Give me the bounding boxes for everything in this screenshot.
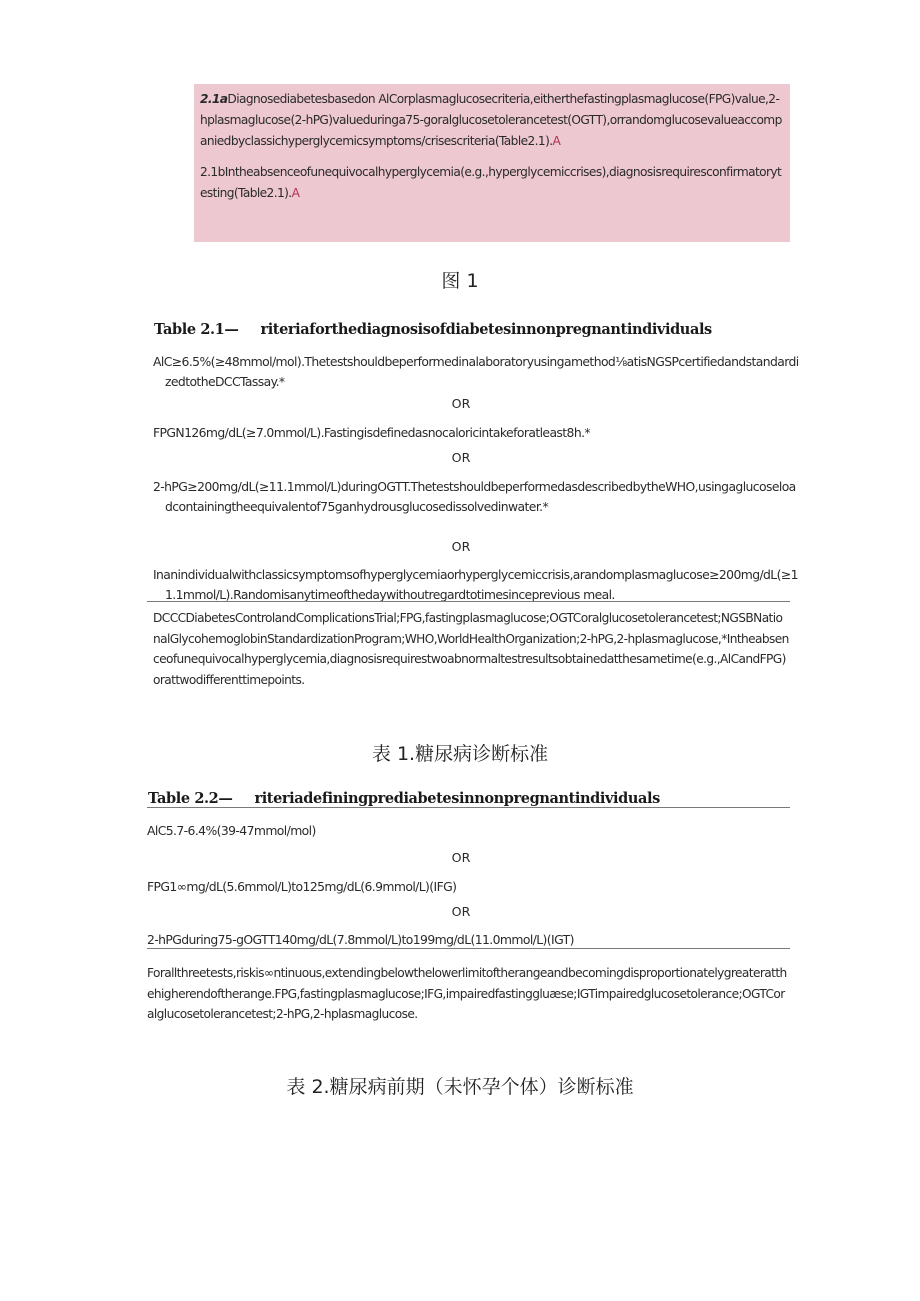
table1-criterion-random: Inanindividualwithclassicsymptomsofhyperglycemiaorhyperglycemiccrisis,arandomplasmaglucose≥200mg/dL(≥11.1mmol∕L).Randomisanytimeofthedaywithoutregardtotimesinceprevious meal.	[153, 567, 798, 602]
table-rule	[147, 807, 790, 808]
table1-criterion-a1c: AlC≥6.5%(≥48mmol/mol).Thetestshouldbeperformedinalaboratoryusingamethod⅛atisNGSPcertifiedandstandardizedtotheDCCTassay.*	[153, 354, 799, 389]
recommendations-box	[194, 84, 790, 242]
or-separator: OR	[451, 904, 471, 919]
or-separator: OR	[451, 539, 471, 554]
table-title-text: riteriaforthediagnosisofdiabetesinnonpregnantindividuals	[260, 321, 712, 338]
evidence-grade: A	[552, 134, 561, 148]
recommendation-text: 2.1bIntheabsenceofunequivocalhyperglycemia(e.g.,hyperglycemiccrises),diagnosisrequiresconfirmatorytesting(Table2.1).	[200, 165, 782, 200]
or-separator: OR	[451, 450, 471, 465]
table2-footnote: Forallthreetests,riskis∞ntinuous,extendingbelowthelowerlimitoftherangeandbecomingdisproportionatelygreateratthehigherendoftherange.FPG,fastingplasmaglucose;IFG,impairedfastinggluæse;IGTimpairedglucosetolerance;OGTCoralglucosetolerancetest;2-hPG,2-hplasmaglucose.	[147, 966, 787, 1021]
table-label: Table 2.2—	[148, 790, 233, 807]
table1-footnote: DCCCDiabetesControlandComplicationsTrial;FPG,fastingplasmaglucose;OGTCoralglucosetolerancetest;NGSBNationalGlycohemoglobinStandardizationProgram;WHO,WorldHealthOrganization;2-hPG,2-hplasmaglucose,*Intheabsenceofunequivocalhyperglycemia,diagnosisrequirestwoabnormaltestresultsobtainedatthesametime(e.g.,AlCandFPG)orattwodifferenttimepoints.	[153, 611, 789, 687]
or-separator: OR	[451, 396, 471, 411]
or-separator: OR	[451, 850, 471, 865]
table2-caption: 表 2.糖尿病前期（未怀孕个体）诊断标准	[286, 1076, 634, 1098]
recommendation-label: 2.1a	[200, 92, 228, 106]
table1-criterion-fpg: FPGN126mg/dL(≥7.0mmol∕L).Fastingisdefinedasnocaloricintakeforatleast8h.*	[153, 425, 591, 440]
recommendation-2-1b	[200, 162, 786, 204]
table-rule	[147, 948, 790, 949]
table2-title	[148, 790, 660, 807]
recommendation-text: Diagnosediabetesbasedon AlCorplasmaglucosecriteria,eitherthefastingplasmaglucose(FPG)value,2-hplasmaglucose(2-hPG)valueduringa75-goralglucosetolerancetest(OGTT),orrandomglucosevalueaccompaniedbyclassichyperglycemicsymptoms/crisescriteria(Table2.1).	[200, 92, 782, 148]
recommendation-2-1a	[200, 89, 786, 152]
table-title-text: riteriadefiningprediabetesinnonpregnantindividuals	[254, 790, 660, 807]
table-rule	[147, 601, 790, 602]
table-label: Table 2.1—	[154, 321, 239, 338]
table1-caption: 表 1.糖尿病诊断标准	[371, 743, 549, 765]
table2-criterion-ifg: FPG1∞mg/dL(5.6mmol∕L)to125mg/dL(6.9mmol∕L)(IFG)	[147, 879, 457, 894]
table2-criterion-a1c: AlC5.7-6.4%(39-47mmol/mol)	[147, 823, 316, 838]
figure-caption: 图 1	[441, 270, 479, 292]
table1-criterion-2hpg: 2-hPG≥200mg/dL(≥11.1mmol∕L)duringOGTT.ThetestshouldbeperformedasdescribedbytheWHO,usingaglucoseloadcontainingtheequivalentof75ganhydrousglucosedissolvedinwater.*	[153, 479, 796, 514]
evidence-grade: A	[291, 186, 300, 200]
table1-title	[154, 321, 712, 338]
table2-criterion-igt: 2-hPGduring75-gOGTT140mg/dL(7.8mmol∕L)to199mg/dL(11.0mmol∕L)(IGT)	[147, 932, 574, 947]
